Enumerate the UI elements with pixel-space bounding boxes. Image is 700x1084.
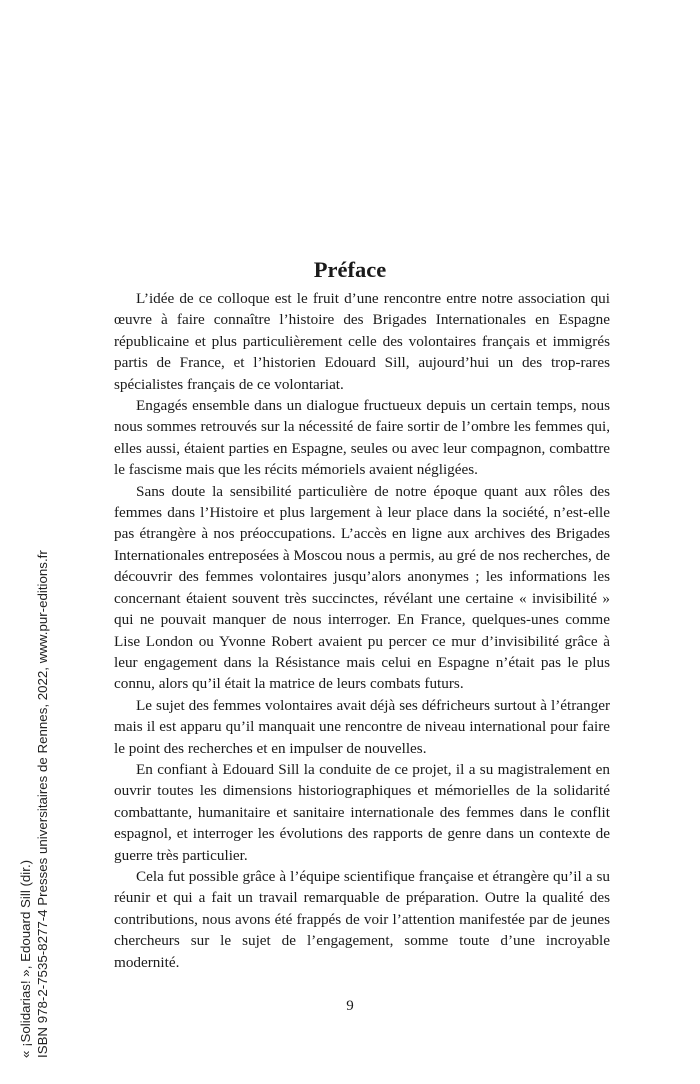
side-credit-line-1: « ¡Solidarias! », Edouard Sill (dir.) <box>18 859 33 1058</box>
paragraph: Engagés ensemble dans un dialogue fructueux depuis un certain temps, nous nous sommes retrouvés sur la nécessité de faire sortir de l’ombre les femmes qui, elles aussi, étaient parties en Espagne, seules ou avec leur compagnon, combattre le fascisme mais que les récits mémoriels avaient négligées. <box>114 397 610 479</box>
page-number: 9 <box>346 998 354 1014</box>
page-title: Préface <box>313 257 387 283</box>
side-credit-line-2: ISBN 978-2-7535-8277-4 Presses universitaires de Rennes, 2022, www.pur-editions.fr <box>34 550 50 1058</box>
paragraph: Sans doute la sensibilité particulière de notre époque quant aux rôles des femmes dans l’Histoire et plus largement à leur place dans la société, n’est-elle pas étrangère à nos préoccupations. L’accès en ligne aux archives des Brigades Internationales entreposées à Moscou nous a permis, au gré de nos recherches, de découvrir des femmes volontaires jusqu’alors anonymes ; les informations les concernant étaient souvent très succinctes, révélant une certaine « invisibilité » qui ne pouvait manquer de nous interroger. En France, quelques-unes comme Lise London ou Yvonne Robert avaient pu percer ce mur d’invisibilité grâce à leur engagement dans la Résistance mais celui en Espagne n’était pas le plus connu, alors qu’il était la matrice de leurs combats futurs. <box>114 482 610 693</box>
paragraph: Le sujet des femmes volontaires avait déjà ses défricheurs surtout à l’étranger mais il est apparu qu’il manquait une rencontre de niveau international pour faire le point des recherches et en impulser de nouvelles. <box>114 696 610 757</box>
paragraph: L’idée de ce colloque est le fruit d’une rencontre entre notre association qui œuvre à faire connaître l’histoire des Brigades Internationales en Espagne républicaine et plus particulièrement celle des volontaires français et immigrés partis de France, et l’historien Edouard Sill, aujourd’hui un des trop-rares spécialistes français de ce volontariat. <box>114 290 610 393</box>
side-credit <box>18 298 51 1058</box>
body-text <box>114 288 610 973</box>
paragraph: En confiant à Edouard Sill la conduite de ce projet, il a su magistralement en ouvrir toutes les dimensions historiographiques et mémorielles de la solidarité combattante, humanitaire et sanitaire internationale des femmes dans le conflit espagnol, et interroger les évolutions des rapports de genre dans un contexte de guerre très particulier. <box>114 760 610 864</box>
paragraph: Cela fut possible grâce à l’équipe scientifique française et étrangère qu’il a su réunir et qui a fait un travail remarquable de préparation. Outre la qualité des contributions, nous avons été frappés de voir l’attention manifestée par de jeunes chercheurs sur le sujet de l’engagement, somme toute d’une incroyable modernité. <box>114 867 610 971</box>
